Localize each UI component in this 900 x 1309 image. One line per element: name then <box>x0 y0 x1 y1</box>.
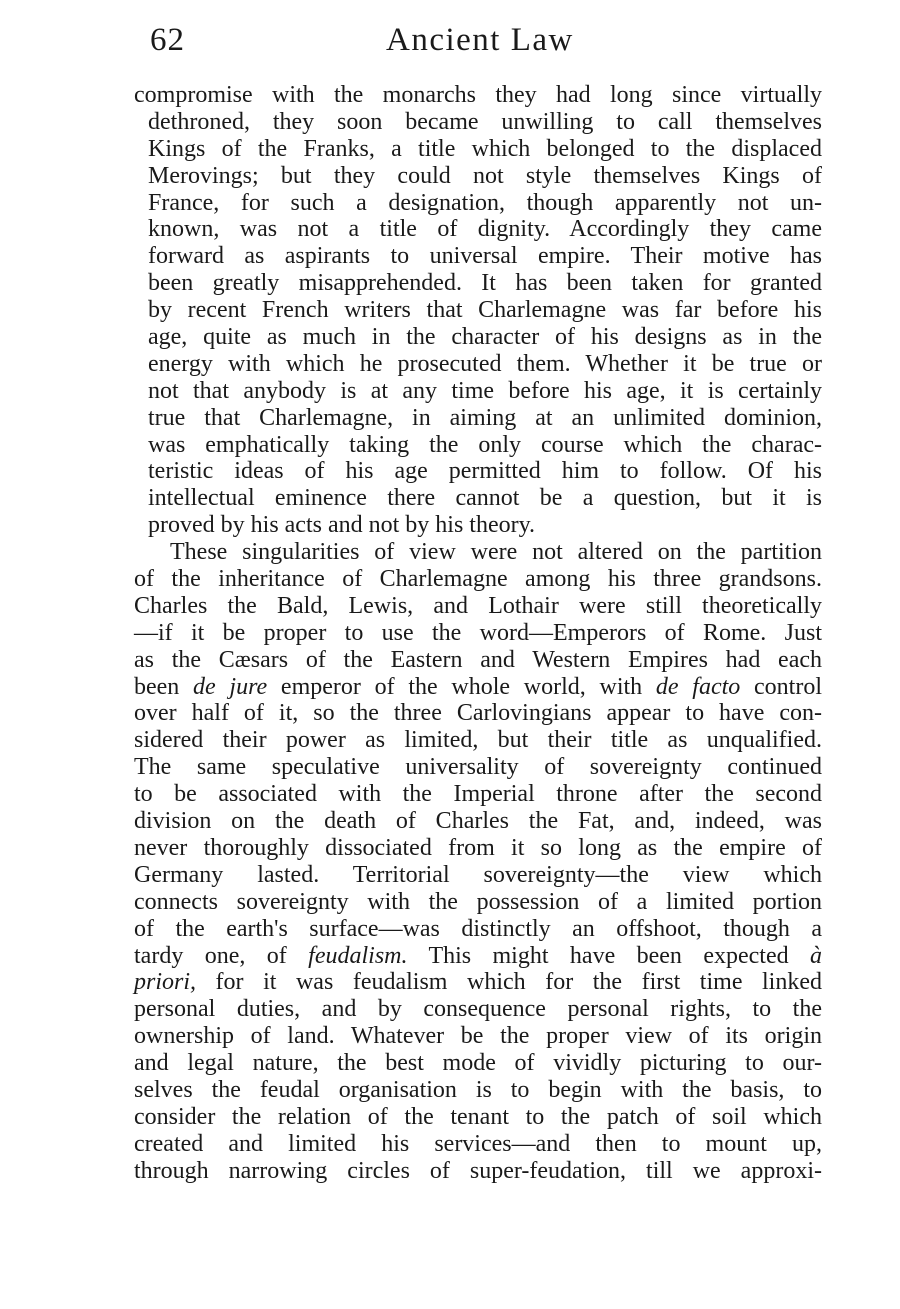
text-line: was emphatically taking the only course which the charac- <box>148 431 822 458</box>
text-line <box>134 969 822 996</box>
italic-term: priori, <box>134 969 197 996</box>
text-line: consider the relation of the tenant to the patch of soil which <box>134 1103 822 1130</box>
text-line: of the earth's surface—was distinctly an offshoot, though a <box>134 915 822 942</box>
paragraph-1 <box>134 82 822 539</box>
text-line: by recent French writers that Charlemagne was far before his <box>148 297 822 324</box>
italic-term: de facto <box>655 673 741 700</box>
text-segment: tardy one, of <box>134 942 309 969</box>
text-line: selves the feudal organisation is to begin with the basis, to <box>134 1076 822 1103</box>
text-line: known, was not a title of dignity. Accordingly they came <box>148 216 822 243</box>
text-line: never thoroughly dissociated from it so long as the empire of <box>134 834 822 861</box>
text-line: division on the death of Charles the Fat, and, indeed, was <box>134 808 822 835</box>
text-line: —if it be proper to use the word—Emperors of Rome. Just <box>134 619 822 646</box>
text-line: proved by his acts and not by his theory. <box>148 512 536 539</box>
text-line: energy with which he prosecuted them. Whether it be true or <box>148 350 822 377</box>
italic-term: de jure <box>193 673 268 700</box>
text-line: personal duties, and by consequence personal rights, to the <box>134 996 822 1023</box>
text-line: connects sovereignty with the possession of a limited portion <box>134 888 822 915</box>
text-line: been greatly misapprehended. It has been taken for granted <box>148 270 822 297</box>
text-line <box>134 674 822 701</box>
text-line: and legal nature, the best mode of vividly picturing to our- <box>134 1050 822 1077</box>
text-line: ownership of land. Whatever be the proper view of its origin <box>134 1023 822 1050</box>
text-line: sidered their power as limited, but their title as unqualified. <box>134 727 822 754</box>
text-line: compromise with the monarchs they had long since virtually <box>134 82 822 108</box>
italic-term: feudalism. <box>308 942 408 969</box>
text-line: The same speculative universality of sovereignty continued <box>134 754 822 781</box>
text-line: as the Cæsars of the Eastern and Western Empires had each <box>134 646 822 673</box>
text-line: Merovings; but they could not style themselves Kings of <box>148 162 822 189</box>
text-line <box>134 943 822 970</box>
text-line: true that Charlemagne, in aiming at an unlimited dominion, <box>148 404 822 431</box>
body-text <box>134 82 822 1185</box>
text-line: These singularities of view were not altered on the partition <box>170 539 822 566</box>
text-segment: emperor of the whole world, with <box>267 673 656 700</box>
book-title: Ancient Law <box>386 22 574 58</box>
text-line: over half of it, so the three Carlovingians appear to have con- <box>134 700 822 727</box>
text-line: Charles the Bald, Lewis, and Lothair were still theoretically <box>134 592 822 619</box>
running-head <box>150 20 820 64</box>
text-segment: been <box>134 673 194 700</box>
text-line: Germany lasted. Territorial sovereignty—the view which <box>134 861 822 888</box>
page-number: 62 <box>150 22 185 58</box>
text-line: Kings of the Franks, a title which belonged to the displaced <box>148 135 822 162</box>
text-line: through narrowing circles of super-feudation, till we approxi- <box>134 1157 822 1184</box>
text-line: intellectual eminence there cannot be a question, but it is <box>148 485 822 512</box>
text-segment: control <box>740 673 822 700</box>
text-line: teristic ideas of his age permitted him to follow. Of his <box>148 458 822 485</box>
text-line: of the inheritance of Charlemagne among his three grandsons. <box>134 566 822 593</box>
text-line: forward as aspirants to universal empire. Their motive has <box>148 243 822 270</box>
italic-term: à <box>810 942 822 969</box>
text-line: created and limited his services—and then to mount up, <box>134 1130 822 1157</box>
text-line: to be associated with the Imperial throne after the second <box>134 781 822 808</box>
text-segment: for it was feudalism which for the first time linked <box>196 969 822 996</box>
text-line: France, for such a designation, though apparently not un- <box>148 189 822 216</box>
text-segment: This might have been expected <box>407 942 810 969</box>
text-line: not that anybody is at any time before his age, it is certainly <box>148 377 822 404</box>
text-line: age, quite as much in the character of his designs as in the <box>148 324 822 351</box>
text-line: dethroned, they soon became unwilling to call themselves <box>148 108 822 135</box>
paragraph-2 <box>134 539 822 1184</box>
